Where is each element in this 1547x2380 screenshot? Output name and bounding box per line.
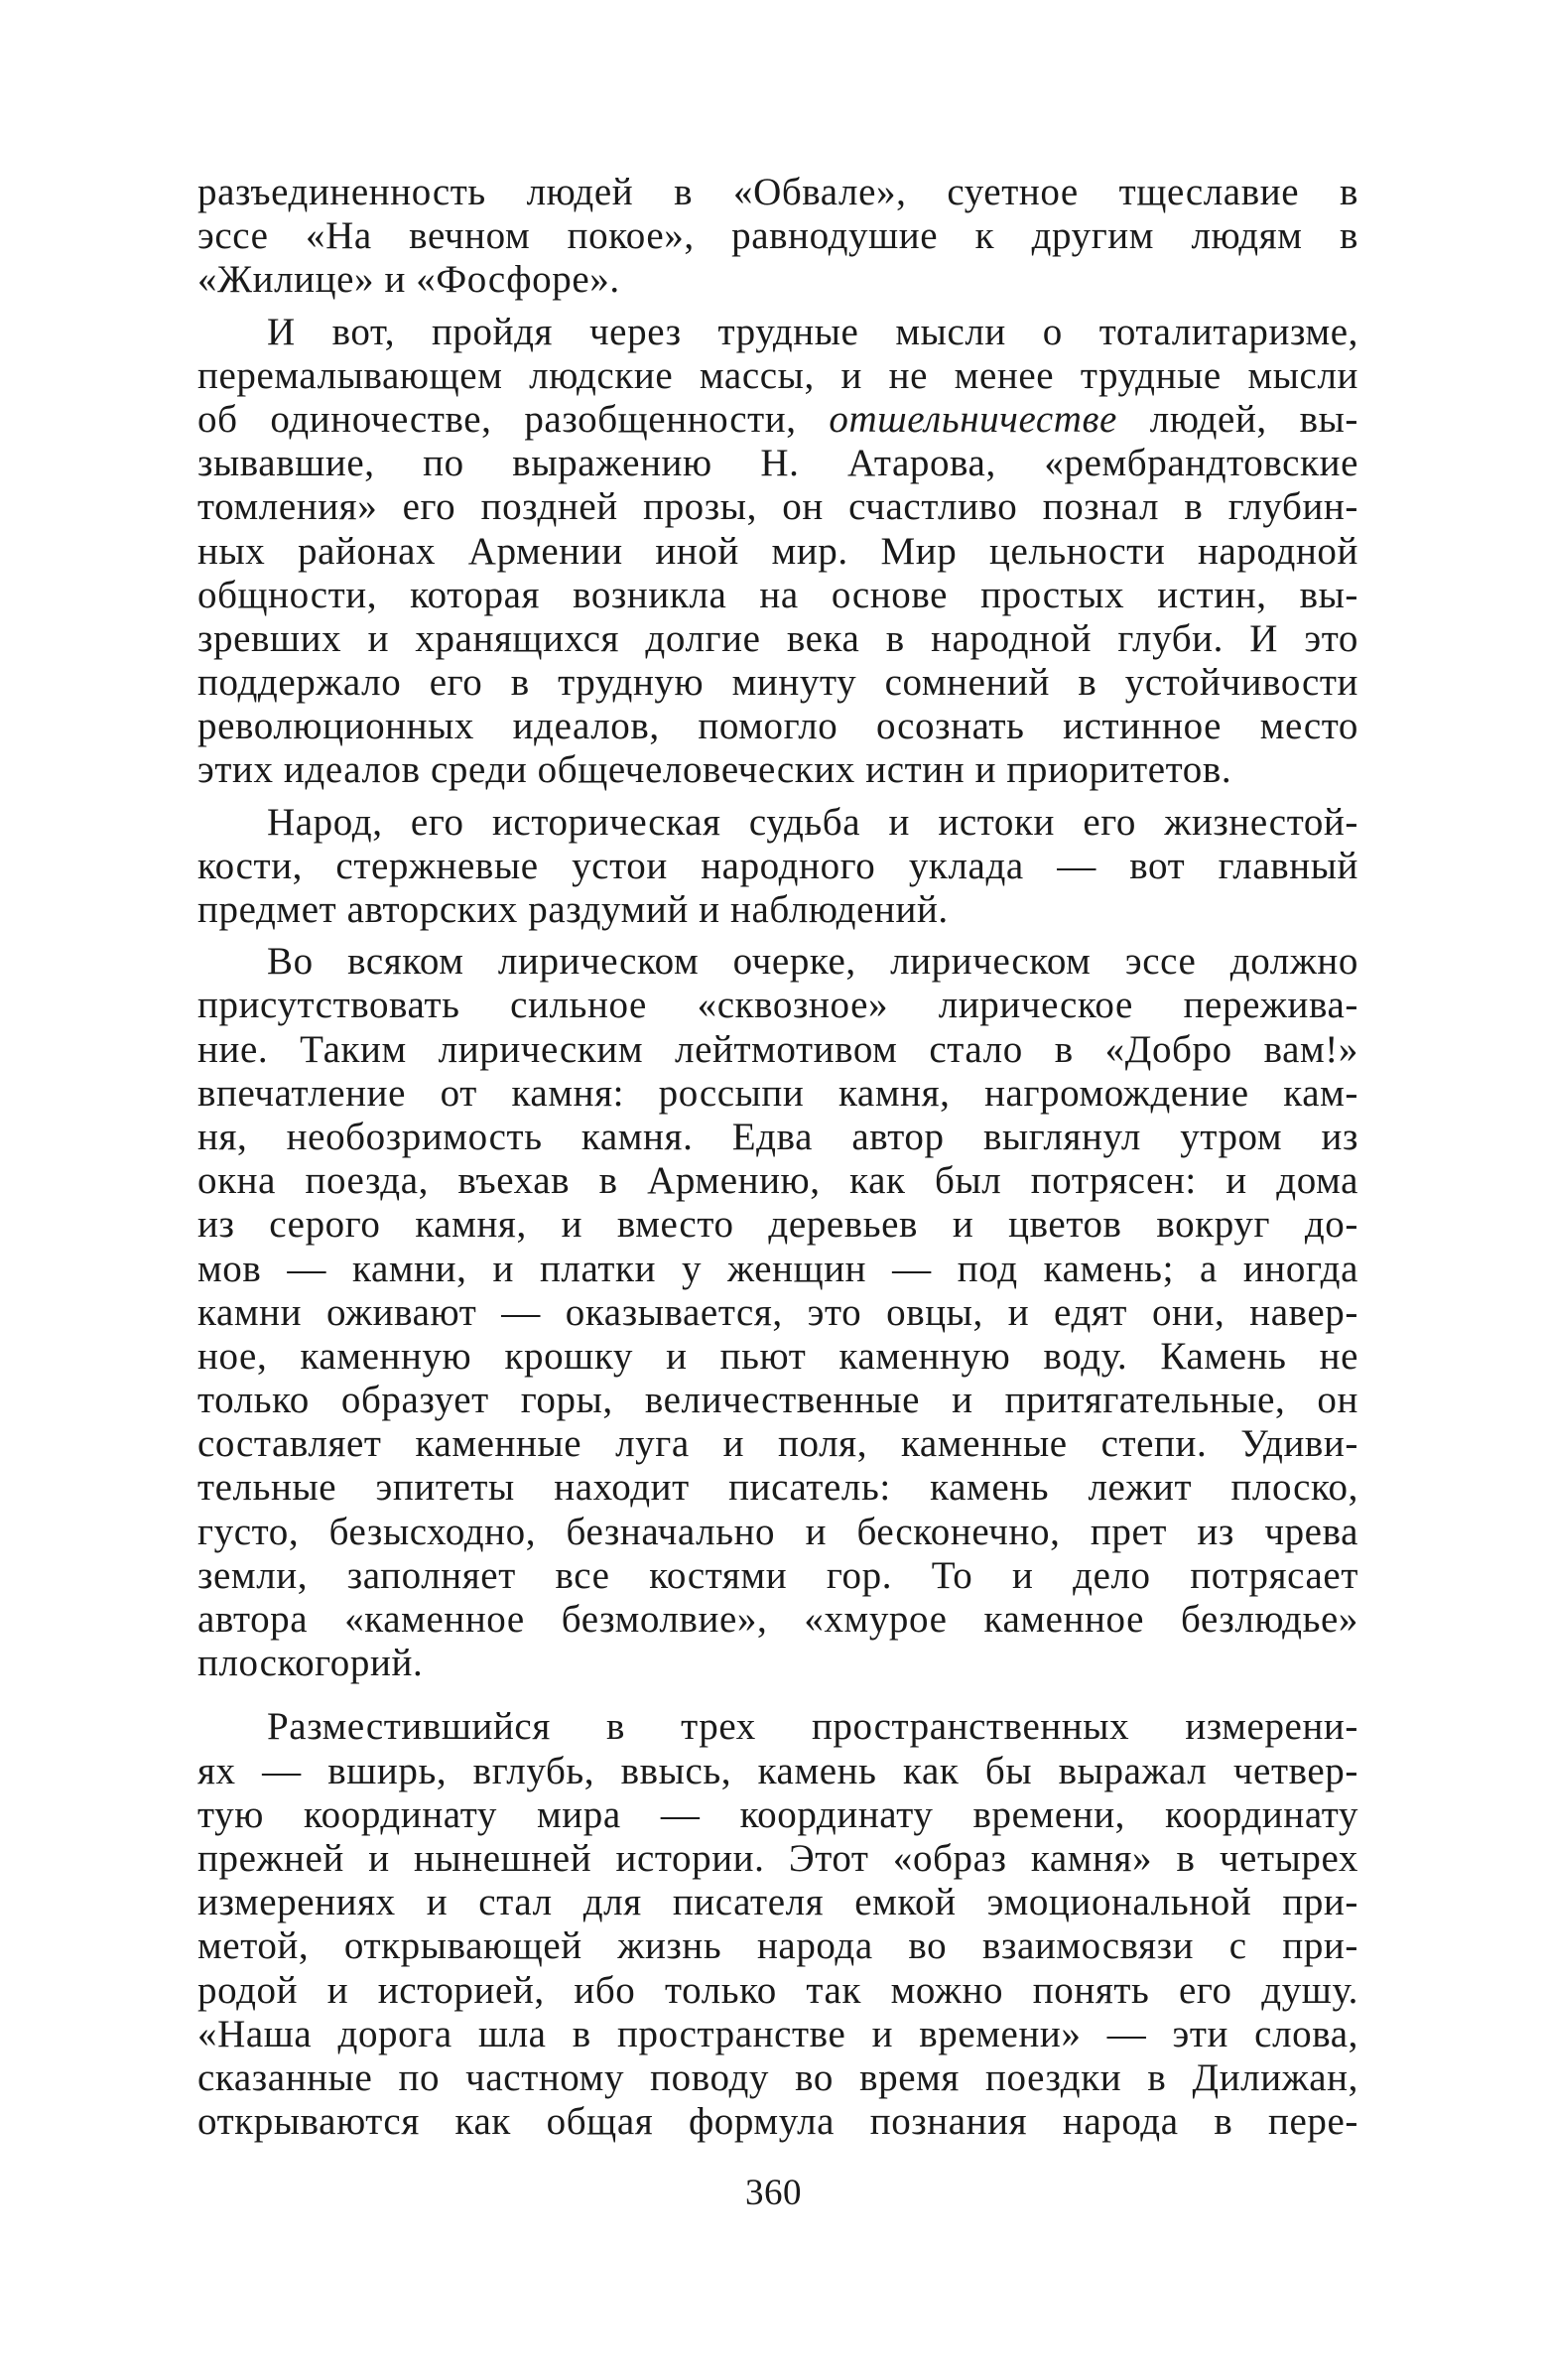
paragraph: [197, 311, 1358, 793]
text-line: тельные эпитеты находит писатель: камень лежит плоско,: [197, 1466, 1358, 1510]
text-line: измерениях и стал для писателя емкой эмоциональной при-: [197, 1881, 1358, 1924]
text-line: предмет авторских раздумий и наблюдений.: [197, 888, 949, 931]
emphasis: отшельничестве: [829, 397, 1117, 441]
text-line: впечатление от камня: россыпи камня, нагромождение кам-: [197, 1071, 1358, 1115]
text-line: густо, безысходно, безначально и бесконечно, прет из чрева: [197, 1510, 1358, 1553]
text-line: И вот, пройдя через трудные мысли о тоталитаризме,: [267, 310, 1358, 353]
text-line: только образует горы, величественные и притягательные, он: [197, 1379, 1358, 1422]
text-line: разъединенность людей в «Обвале», суетное тщеславие в: [197, 171, 1358, 213]
text-line: тую координату мира — координату времени, координату: [197, 1792, 1358, 1836]
text-line: ние. Таким лирическим лейтмотивом стало в «Добро вам!»: [197, 1027, 1358, 1071]
text-line: поддержало его в трудную минуту сомнений в устойчивости: [197, 661, 1358, 705]
text-line: эссе «На вечном покое», равнодушие к другим людям в: [197, 214, 1358, 258]
text-line: плоскогорий.: [197, 1642, 424, 1685]
text-line: революционных идеалов, помогло осознать истинное место: [197, 705, 1358, 748]
text-line: кости, стержневые устои народного уклада — вот главный: [197, 844, 1358, 887]
text-line: ня, необозримость камня. Едва автор выглянул утром из: [197, 1115, 1358, 1158]
text-line: автора «каменное безмолвие», «хмурое каменное безлюдье»: [197, 1598, 1358, 1641]
paragraph: [197, 940, 1358, 1685]
paragraph: [197, 171, 1358, 303]
text-line: мов — камни, и платки у женщин — под камень; а иногда: [197, 1247, 1358, 1290]
text-line: сказанные по частному поводу во время поездки в Дилижан,: [197, 2055, 1358, 2099]
text-line: зывавшие, по выражению Н. Атарова, «рембрандтовские: [197, 442, 1358, 485]
text-line: Во всяком лирическом очерке, лирическом эссе должно: [267, 940, 1358, 984]
body-text: [197, 171, 1358, 2144]
text-line: прежней и нынешней истории. Этот «образ камня» в четырех: [197, 1836, 1358, 1880]
text-line: ях — вширь, вглубь, ввысь, камень как бы выражал четвер-: [197, 1749, 1358, 1792]
text-line: земли, заполняет все костями гор. То и дело потрясает: [197, 1553, 1358, 1597]
text-line: ное, каменную крошку и пьют каменную воду. Камень не: [197, 1334, 1358, 1378]
text-line: зревших и хранящихся долгие века в народной глуби. И это: [197, 616, 1358, 660]
page-number: 360: [745, 2173, 802, 2213]
text-line: «Жилице» и «Фосфоре».: [197, 258, 620, 302]
text-line: из серого камня, и вместо деревьев и цветов вокруг до-: [197, 1203, 1358, 1247]
text-line: общности, которая возникла на основе простых истин, вы-: [197, 573, 1358, 616]
text-line: этих идеалов среди общечеловеческих истин и приоритетов.: [197, 748, 1232, 792]
text-line: метой, открывающей жизнь народа во взаимосвязи с при-: [197, 1924, 1358, 1968]
text-line: об одиночестве, разобщенности, отшельничестве людей, вы-: [197, 397, 1358, 441]
text-line: камни оживают — оказывается, это овцы, и едят они, навер-: [197, 1290, 1358, 1334]
text-line: открываются как общая формула познания народа в пере-: [197, 2100, 1358, 2144]
text-line: присутствовать сильное «сквозное» лирическое пережива-: [197, 984, 1358, 1027]
text-line: родой и историей, ибо только так можно понять его душу.: [197, 1968, 1358, 2012]
text-line: Народ, его историческая судьба и истоки его жизнестой-: [267, 800, 1358, 844]
text-line: составляет каменные луга и поля, каменные степи. Удиви-: [197, 1422, 1358, 1466]
text-line: ных районах Армении иной мир. Мир цельности народной: [197, 529, 1358, 573]
text-line: окна поезда, въехав в Армению, как был потрясен: и дома: [197, 1159, 1358, 1203]
text-line: Разместившийся в трех пространственных измерени-: [267, 1705, 1358, 1749]
paragraph: [197, 801, 1358, 933]
paragraph: [197, 1705, 1358, 2144]
text-line: «Наша дорога шла в пространстве и времени» — эти слова,: [197, 2012, 1358, 2055]
text-line: томления» его поздней прозы, он счастливо познал в глубин-: [197, 485, 1358, 529]
text-line: перемалывающем людские массы, и не менее трудные мысли: [197, 353, 1358, 397]
